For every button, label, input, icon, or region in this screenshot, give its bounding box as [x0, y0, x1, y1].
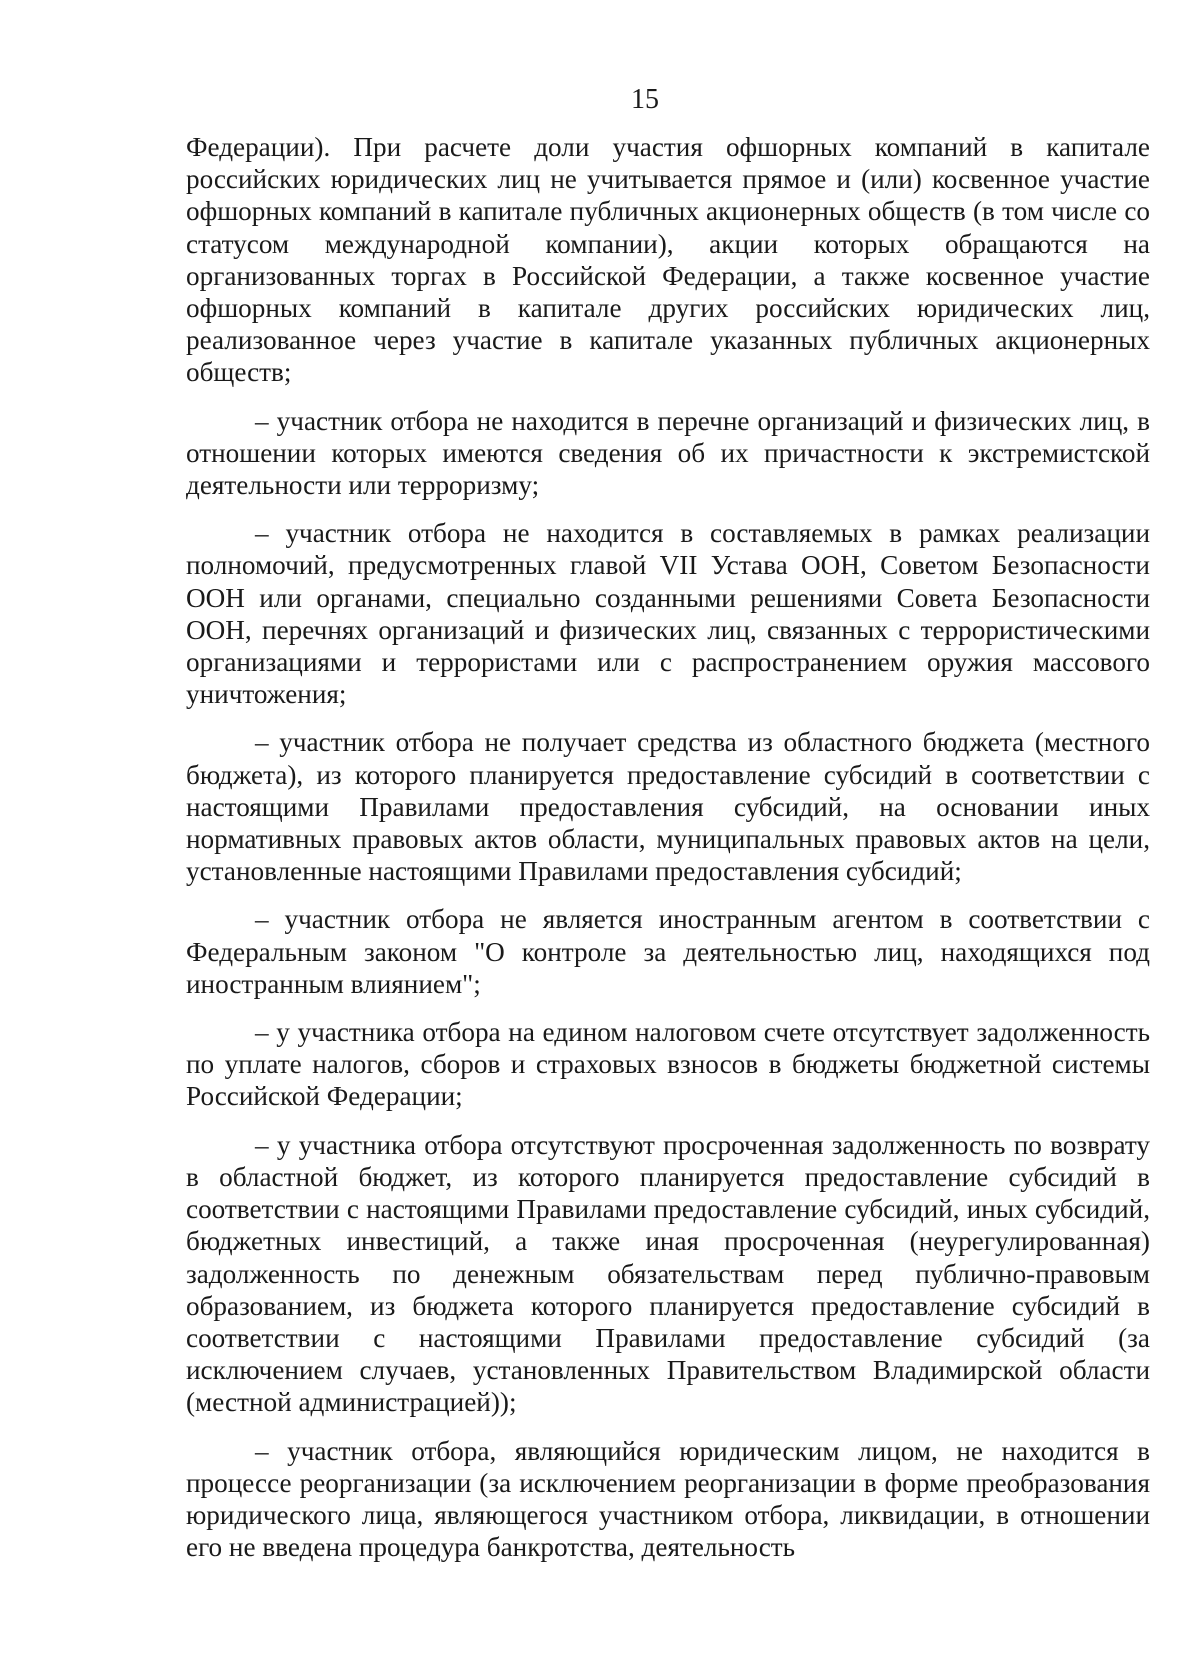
paragraph-reorganization: – участник отбора, являющийся юридическим лицом, не находится в процессе реорганизации (за исключением реорганизации в форме преобразования юридического лица, являющегося участником отбора, ликвидации, в отношении его не введена процедура банкротства, деятельность [186, 1435, 1150, 1563]
paragraph-un-security-council-list: – участник отбора не находится в составляемых в рамках реализации полномочий, предусмотренных главой VII Устава ООН, Советом Безопасности ООН или органами, специально созданными решениями Совета Безопасности ООН, перечнях организаций и физических лиц, связанных с террористическими организациями и террористами или с распространением оружия массового уничтожения; [186, 518, 1150, 710]
paragraph-foreign-agent: – участник отбора не является иностранным агентом в соответствии с Федеральным законом "О контроле за деятельностью лиц, находящихся под иностранным влиянием"; [186, 904, 1150, 999]
document-body [186, 131, 1150, 1563]
paragraph-tax-debt: – у участника отбора на едином налоговом счете отсутствует задолженность по уплате налогов, сборов и страховых взносов в бюджеты бюджетной системы Российской Федерации; [186, 1017, 1150, 1112]
page-number: 15 [631, 84, 659, 115]
paragraph-extremism-list: – участник отбора не находится в перечне организаций и физических лиц, в отношении которых имеются сведения об их причастности к экстремистской деятельности или терроризму; [186, 405, 1150, 501]
paragraph-offshore-participation: Федерации). При расчете доли участия офшорных компаний в капитале российских юридических лиц не учитывается прямое и (или) косвенное участие офшорных компаний в капитале публичных акционерных обществ (в том числе со статусом международной компании), акции которых обращаются на организованных торгах в Российской Федерации, а также косвенное участие офшорных компаний в капитале других российских юридических лиц, реализованное через участие в капитале указанных публичных акционерных обществ; [186, 132, 1150, 388]
paragraph-overdue-debt: – у участника отбора отсутствуют просроченная задолженность по возврату в областной бюджет, из которого планируется предоставление субсидий в соответствии с настоящими Правилами предоставление субсидий, иных субсидий, бюджетных инвестиций, а также иная просроченная (неурегулированная) задолженность по денежным обязательствам перед публично-правовым образованием, из бюджета которого планируется предоставление субсидий в соответствии с настоящими Правилами предоставление субсидий (за исключением случаев, установленных Правительством Владимирской области (местной администрацией)); [186, 1129, 1150, 1418]
paragraph-regional-budget-funds: – участник отбора не получает средства из областного бюджета (местного бюджета), из которого планируется предоставление субсидий в соответствии с настоящими Правилами предоставления субсидий, на основании иных нормативных правовых актов области, муниципальных правовых актов на цели, установленные настоящими Правилами предоставления субсидий; [186, 727, 1150, 887]
